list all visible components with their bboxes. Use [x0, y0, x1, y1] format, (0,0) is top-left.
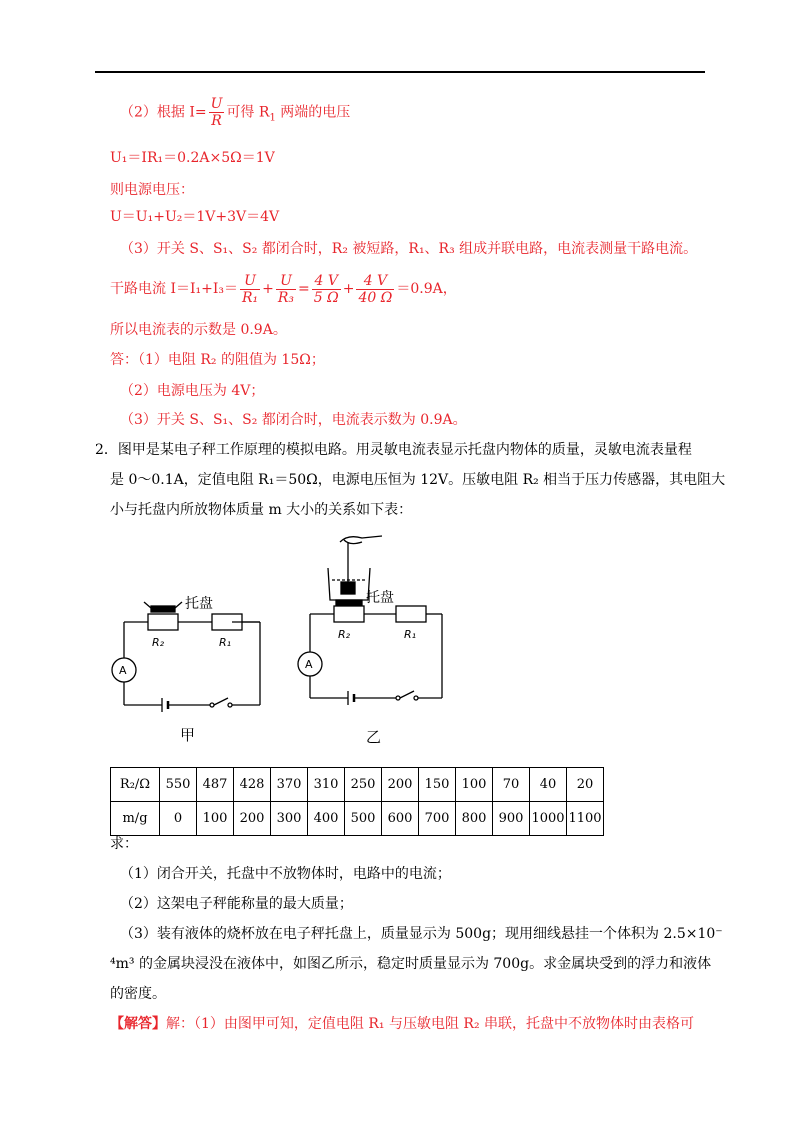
text: 干路电流 I＝I₁+I₃＝ — [110, 281, 238, 297]
subquestion-3-line1: （3）装有液体的烧杯放在电子秤托盘上，质量显示为 500g；现用细线悬挂一个体积为 2.5×10⁻ — [120, 926, 723, 942]
fraction-u-over-r — [209, 96, 225, 129]
r1-resistor — [396, 606, 426, 622]
table-cell: 20 — [567, 768, 604, 802]
subquestion-1: （1）闭合开关，托盘中不放物体时，电路中的电流； — [120, 866, 451, 882]
numerator: 4 V — [312, 273, 341, 290]
row-header: R₂/Ω — [111, 768, 160, 802]
text: ＝0.9A， — [396, 281, 457, 297]
r2-resistor — [334, 606, 364, 622]
text: 两端的电压 — [275, 104, 351, 121]
answer-start — [110, 1014, 694, 1034]
answer-tag: 【解答】 — [110, 1016, 166, 1032]
numerator: 4 V — [356, 273, 394, 290]
table-cell: 250 — [345, 768, 382, 802]
figure-caption-jia: 甲 — [180, 726, 196, 744]
row-header: m/g — [111, 802, 160, 836]
answer-text: 解：（1）由图甲可知，定值电阻 R₁ 与压敏电阻 R₂ 串联，托盘中不放物体时由表格可 — [166, 1016, 695, 1032]
r2-resistor — [148, 614, 178, 630]
table-cell: 150 — [419, 768, 456, 802]
numerator: U — [210, 96, 223, 112]
switch — [214, 698, 228, 705]
numerator: U — [240, 273, 260, 290]
r2-label: R₂ — [152, 636, 165, 649]
ammeter-label: A — [119, 664, 127, 677]
step2-intro — [120, 96, 350, 129]
table-cell: 100 — [197, 802, 234, 836]
table-cell: 600 — [382, 802, 419, 836]
tray-label: 托盘 — [185, 596, 213, 612]
answer-3: （3）开关 S、S₁、S₂ 都闭合时，电流表示数为 0.9A。 — [120, 412, 467, 428]
label-qiu: 求： — [110, 836, 138, 852]
denominator: R — [211, 113, 222, 129]
answer-1: 答：（1）电阻 R₂ 的阻值为 15Ω； — [110, 352, 325, 368]
eq-total-current: 干路电流 I＝I₁+I₃＝ $\frac{U}{\text{R₁}}$ + $\frac{U}{\text{R₃}}$ = $\frac{4 V}{5 \Omega}$ + $\frac{4 V}{40 \Omega}$ ＝0.9A， — [110, 272, 457, 306]
tray — [151, 606, 175, 612]
question2-line3: 小与托盘内所放物体质量 m 大小的关系如下表： — [110, 502, 413, 518]
fraction — [276, 273, 296, 306]
denominator: 40 Ω — [358, 289, 393, 306]
tray-label: 托盘 — [366, 590, 394, 606]
resistance-mass-table — [110, 767, 604, 836]
table-cell: 370 — [271, 768, 308, 802]
table-cell: 100 — [456, 768, 493, 802]
table-cell: 310 — [308, 768, 345, 802]
r2-label: R₂ — [338, 628, 351, 641]
eq-u-total: U＝U₁+U₂＝1V+3V＝4V — [110, 209, 280, 225]
table-cell: 500 — [345, 802, 382, 836]
fraction — [240, 273, 260, 306]
table-row — [111, 802, 604, 836]
table-cell: 1100 — [567, 802, 604, 836]
subquestion-2: （2）这架电子秤能称量的最大质量； — [120, 896, 353, 912]
table-cell: 487 — [197, 768, 234, 802]
table-cell: 0 — [160, 802, 197, 836]
circuit-jia — [112, 602, 260, 712]
text: （2）根据 I= — [120, 104, 207, 121]
answer-2: （2）电源电压为 4V； — [120, 383, 265, 399]
table-cell: 400 — [308, 802, 345, 836]
eq-u1: U₁＝IR₁＝0.2A×5Ω＝1V — [110, 150, 275, 166]
table-row — [111, 768, 604, 802]
table-cell: 800 — [456, 802, 493, 836]
tray — [336, 600, 362, 605]
table-cell: 40 — [530, 768, 567, 802]
denominator: 5 Ω — [313, 289, 339, 306]
subquestion-3-line3: 的密度。 — [110, 986, 166, 1002]
metal-block — [341, 582, 355, 594]
r1-label: R₁ — [404, 628, 417, 641]
step3-intro: （3）开关 S、S₁、S₂ 都闭合时，R₂ 被短路，R₁、R₃ 组成并联电路，电流表测量干路电流。 — [120, 241, 698, 257]
denominator: R₁ — [242, 289, 259, 306]
table-cell: 1000 — [530, 802, 567, 836]
circuit-figures — [100, 530, 460, 760]
r1-label: R₁ — [219, 636, 232, 649]
denominator: R₃ — [277, 289, 295, 306]
line-source-voltage: 则电源电压： — [110, 182, 194, 198]
figure-caption-yi: 乙 — [366, 728, 382, 746]
table-cell: 200 — [234, 802, 271, 836]
subquestion-3-line2: ⁴m³ 的金属块浸没在液体中，如图乙所示，稳定时质量显示为 700g。求金属块受到的浮力和液体 — [110, 956, 712, 972]
ammeter-label: A — [305, 658, 313, 671]
fraction — [312, 273, 341, 306]
subscript: 1 — [269, 112, 276, 124]
header-rule — [95, 71, 705, 73]
line-meter-reading: 所以电流表的示数是 0.9A。 — [110, 322, 287, 338]
table-cell: 700 — [419, 802, 456, 836]
fraction — [356, 273, 394, 306]
table-cell: 550 — [160, 768, 197, 802]
switch — [400, 691, 414, 698]
table-cell: 70 — [493, 768, 530, 802]
table-cell: 200 — [382, 768, 419, 802]
text: 可得 R — [226, 104, 270, 121]
table-cell: 428 — [234, 768, 271, 802]
table-cell: 300 — [271, 802, 308, 836]
numerator: U — [276, 273, 296, 290]
question2-line1: 2．图甲是某电子秤工作原理的模拟电路。用灵敏电流表显示托盘内物体的质量，灵敏电流表量程 — [95, 442, 692, 458]
question2-line2: 是 0～0.1A，定值电阻 R₁＝50Ω，电源电压恒为 12V。压敏电阻 R₂ 相当于压力传感器，其电阻大 — [110, 472, 726, 488]
table-cell: 900 — [493, 802, 530, 836]
circuit-yi — [298, 536, 442, 705]
